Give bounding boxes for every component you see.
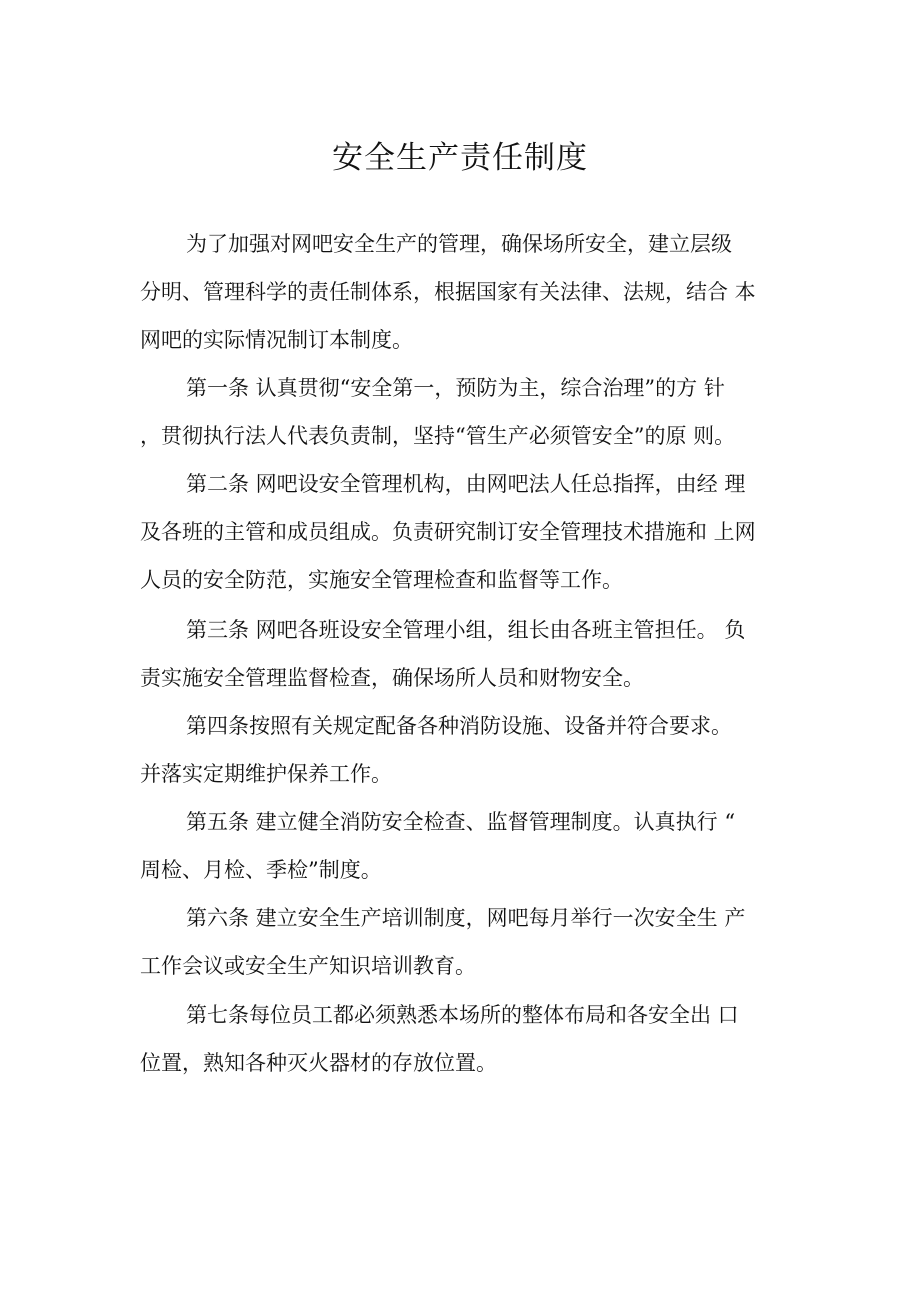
article-5-line-1: 第五条 建立健全消防安全检查、监督管理制度。认真执行 “ xyxy=(186,810,736,834)
article-6-line-1: 第六条 建立安全生产培训制度，网吧每月举行一次安全生 产 xyxy=(186,906,746,930)
article-5-line-2: 周检、月检、季检”制度。 xyxy=(140,858,382,882)
article-2-line-3: 人员的安全防范，实施安全管理检查和监督等工作。 xyxy=(140,568,623,592)
article-1-line-1: 第一条 认真贯彻“安全第一，预防为主，综合治理”的方 针 xyxy=(186,376,725,400)
article-2-line-1: 第二条 网吧设安全管理机构，由网吧法人任总指挥，由经 理 xyxy=(186,472,746,496)
paragraph-intro-line-3: 网吧的实际情况制订本制度。 xyxy=(140,328,413,352)
article-1-line-2: ，贯彻执行法人代表负责制，坚持“管生产必须管安全”的原 则。 xyxy=(140,424,736,448)
article-3-line-2: 责实施安全管理监督检查，确保场所人员和财物安全。 xyxy=(140,666,644,690)
article-6-line-2: 工作会议或安全生产知识培训教育。 xyxy=(140,954,476,978)
article-4-line-1: 第四条按照有关规定配备各种消防设施、设备并符合要求。 xyxy=(186,714,732,738)
article-3-line-1: 第三条 网吧各班设安全管理小组，组长由各班主管担任。 负 xyxy=(186,618,746,642)
article-2-line-2: 及各班的主管和成员组成。负责研究制订安全管理技术措施和 上网 xyxy=(140,520,756,544)
article-7-line-2: 位置，熟知各种灭火器材的存放位置。 xyxy=(140,1051,497,1075)
article-7-line-1: 第七条每位员工都必须熟悉本场所的整体布局和各安全出 口 xyxy=(186,1003,739,1027)
paragraph-intro-line-1: 为了加强对网吧安全生产的管理，确保场所安全，建立层级 xyxy=(186,232,732,256)
paragraph-intro-line-2: 分明、管理科学的责任制体系，根据国家有关法律、法规，结合 本 xyxy=(140,280,756,304)
article-4-line-2: 并落实定期维护保养工作。 xyxy=(140,762,392,786)
document-title: 安全生产责任制度 xyxy=(332,140,588,176)
